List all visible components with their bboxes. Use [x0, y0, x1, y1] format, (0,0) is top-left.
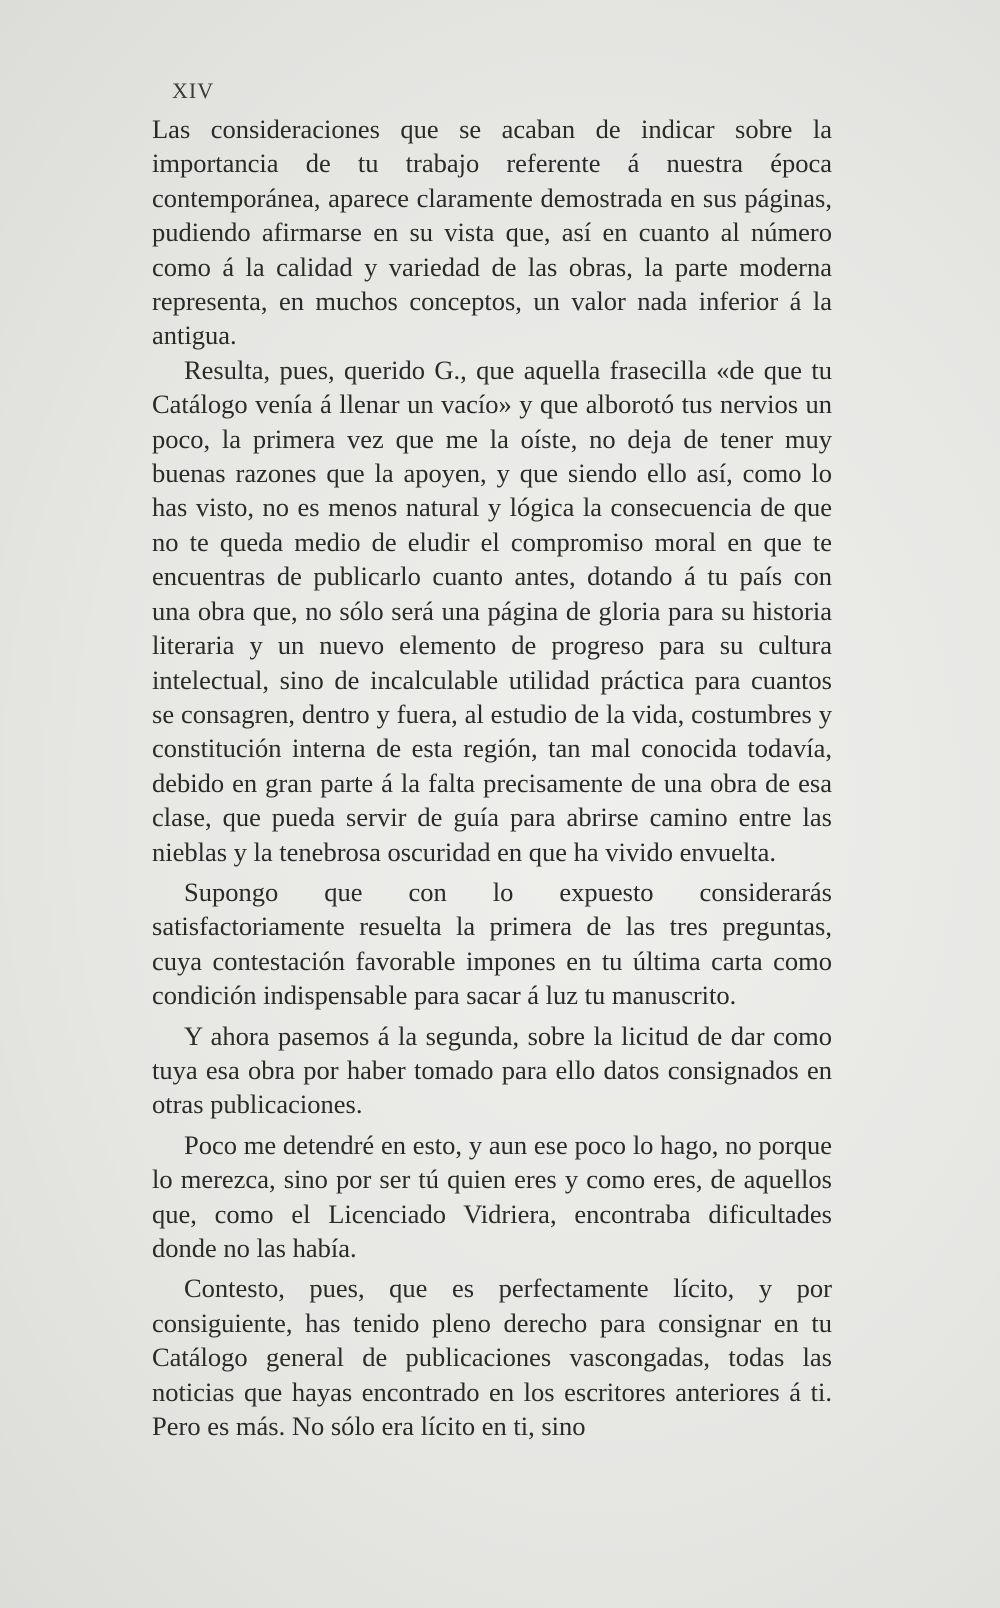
page-number: XIV	[172, 78, 215, 103]
paragraph-5: Poco me detendré en esto, y aun ese poco lo hago, no porque lo merezca, sino por ser tú quien eres y como eres, de aquellos que, como el Licenciado Vidriera, encontraba dificultades donde no las había.	[152, 1129, 832, 1263]
paragraph-6: Contesto, pues, que es perfectamente lícito, y por consiguiente, has tenido pleno derecho para consignar en tu Catálogo general de publicaciones vascongadas, todas las noticias que hayas encontrado en los escritores anteriores á ti. Pero es más. No sólo era lícito en ti, sino	[152, 1273, 832, 1442]
paragraph-4: Y ahora pasemos á la segunda, sobre la licitud de dar como tuya esa obra por haber tomado para ello datos consignados en otras publicaciones.	[152, 1020, 832, 1120]
paragraph-2: Resulta, pues, querido G., que aquella frasecilla «de que tu Catálogo venía á llenar un vacío» y que alborotó tus nervios un poco, la primera vez que me la oíste, no deja de tener muy buenas razones que la apoyen, y que siendo ello así, como lo has visto, no es menos natural y lógica la consecuencia de que no te queda medio de eludir el compromiso moral en que te encuentras de publicarlo cuanto antes, dotando á tu país con una obra que, no sólo será una página de gloria para su historia literaria y un nuevo elemento de progreso para su cultura intelectual, sino de incalculable utilidad práctica para cuantos se consagren, dentro y fuera, al estudio de la vida, costumbres y constitución interna de esta región, tan mal conocida todavía, debido en gran parte á la falta precisamente de una obra de esa clase, que pueda servir de guía para abrirse camino entre las nieblas y la tenebrosa oscuridad en que ha vivido envuelta.	[152, 354, 832, 867]
paragraph-3: Supongo que con lo expuesto considerarás satisfactoriamente resuelta la primera de las tres preguntas, cuya contestación favorable impones en tu última carta como condición indispensable para sacar á luz tu manuscrito.	[152, 876, 832, 1011]
body-text	[152, 112, 832, 1443]
paragraph-1: Las consideraciones que se acaban de indicar sobre la importancia de tu trabajo referente á nuestra época contemporánea, aparece claramente demostrada en sus páginas, pudiendo afirmarse en su vista que, así en cuanto al número como á la calidad y variedad de las obras, la parte moderna representa, en muchos conceptos, un valor nada inferior á la antigua.	[152, 114, 832, 351]
